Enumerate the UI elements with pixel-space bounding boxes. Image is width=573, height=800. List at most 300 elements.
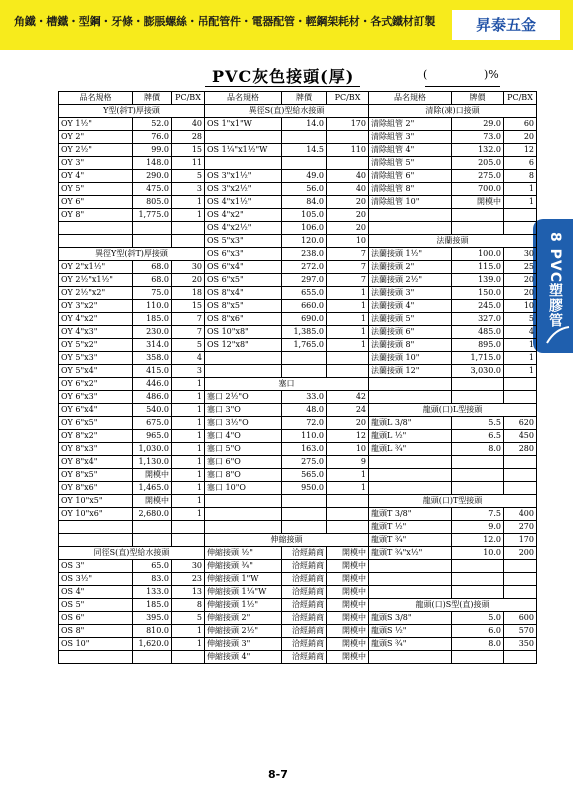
item-pack-qty: 30 bbox=[172, 261, 205, 274]
item-price: 1,385.0 bbox=[282, 326, 327, 339]
item-name: 清除組管 6" bbox=[369, 170, 452, 183]
item-name: OS 8"x4" bbox=[205, 287, 282, 300]
table-row bbox=[59, 625, 537, 638]
item-price: 690.0 bbox=[282, 313, 327, 326]
item-name: OS 6"x5" bbox=[205, 274, 282, 287]
item-name: 伸縮接頭 4" bbox=[205, 651, 282, 664]
item-price: 290.0 bbox=[133, 170, 172, 183]
section-header: 塞口 bbox=[205, 378, 369, 391]
item-pack-qty bbox=[504, 391, 537, 404]
table-body bbox=[59, 105, 537, 664]
item-price bbox=[282, 521, 327, 534]
item-price: 9.0 bbox=[452, 521, 504, 534]
item-price: 105.0 bbox=[282, 209, 327, 222]
item-pack-qty: 1 bbox=[172, 404, 205, 417]
item-name: 塞口 3"O bbox=[205, 404, 282, 417]
item-pack-qty bbox=[504, 456, 537, 469]
item-name: OY 5"x3" bbox=[59, 352, 133, 365]
item-name: 清除組管 8" bbox=[369, 183, 452, 196]
item-price bbox=[452, 573, 504, 586]
item-name: OS 1¼"x1½"W bbox=[205, 144, 282, 157]
item-name: 清除組管 3" bbox=[369, 131, 452, 144]
item-pack-qty: 20 bbox=[327, 209, 369, 222]
item-pack-qty: 開模中 bbox=[327, 547, 369, 560]
item-price: 73.0 bbox=[452, 131, 504, 144]
item-price: 49.0 bbox=[282, 170, 327, 183]
item-name: OS 4"x2" bbox=[205, 209, 282, 222]
table-row bbox=[59, 196, 537, 209]
item-name: OY 5" bbox=[59, 183, 133, 196]
category-list: 角鐵・槽鐵・型鋼・牙條・膨脹螺絲・吊配管件・電器配管・輕鋼架耗材・各式鐵材訂製 bbox=[14, 15, 436, 28]
item-name: 法蘭接頭 2" bbox=[369, 261, 452, 274]
item-name: 清除組管 5" bbox=[369, 157, 452, 170]
column-header: 牌價 bbox=[133, 92, 172, 105]
item-price: 1,775.0 bbox=[133, 209, 172, 222]
item-pack-qty: 開模中 bbox=[327, 612, 369, 625]
item-price: 120.0 bbox=[282, 235, 327, 248]
item-name: 塞口 10"O bbox=[205, 482, 282, 495]
table-row bbox=[59, 248, 537, 261]
table-row bbox=[59, 209, 537, 222]
column-header: 牌價 bbox=[452, 92, 504, 105]
item-pack-qty: 1 bbox=[172, 638, 205, 651]
item-price: 72.0 bbox=[282, 417, 327, 430]
item-price: 14.0 bbox=[282, 118, 327, 131]
table-row bbox=[59, 495, 537, 508]
item-pack-qty: 400 bbox=[504, 508, 537, 521]
item-name: OS 6"x3" bbox=[205, 248, 282, 261]
item-price: 133.0 bbox=[133, 586, 172, 599]
item-pack-qty: 1 bbox=[172, 495, 205, 508]
item-pack-qty: 1 bbox=[172, 378, 205, 391]
table-row bbox=[59, 352, 537, 365]
item-pack-qty: 1 bbox=[327, 313, 369, 326]
section-header: 法蘭接頭 bbox=[369, 235, 537, 248]
item-price: 185.0 bbox=[133, 599, 172, 612]
table-row bbox=[59, 144, 537, 157]
item-price: 48.0 bbox=[282, 404, 327, 417]
item-pack-qty: 1 bbox=[172, 482, 205, 495]
item-pack-qty: 開模中 bbox=[327, 651, 369, 664]
item-pack-qty: 1 bbox=[327, 482, 369, 495]
column-header: 品名規格 bbox=[369, 92, 452, 105]
item-price: 洽經銷商 bbox=[282, 547, 327, 560]
item-price: 110.0 bbox=[133, 300, 172, 313]
item-price: 56.0 bbox=[282, 183, 327, 196]
item-name: OY 5"x4" bbox=[59, 365, 133, 378]
item-price: 245.0 bbox=[452, 300, 504, 313]
item-pack-qty: 11 bbox=[172, 157, 205, 170]
table-header-row bbox=[59, 92, 537, 105]
item-price: 230.0 bbox=[133, 326, 172, 339]
item-name: 伸縮接頭 1¼"W bbox=[205, 586, 282, 599]
item-price: 29.0 bbox=[452, 118, 504, 131]
item-name bbox=[59, 534, 133, 547]
item-price: 洽經銷商 bbox=[282, 651, 327, 664]
item-pack-qty bbox=[327, 131, 369, 144]
item-price bbox=[452, 469, 504, 482]
item-pack-qty bbox=[504, 378, 537, 391]
item-name: OY 4"x2" bbox=[59, 313, 133, 326]
item-price: 139.0 bbox=[452, 274, 504, 287]
item-price: 52.0 bbox=[133, 118, 172, 131]
item-name bbox=[205, 131, 282, 144]
item-name: OY 8"x6" bbox=[59, 482, 133, 495]
item-pack-qty: 12 bbox=[504, 144, 537, 157]
item-price: 275.0 bbox=[282, 456, 327, 469]
item-price: 1,715.0 bbox=[452, 352, 504, 365]
item-name: OS 4" bbox=[59, 586, 133, 599]
table-row bbox=[59, 300, 537, 313]
item-price: 148.0 bbox=[133, 157, 172, 170]
item-pack-qty: 200 bbox=[504, 547, 537, 560]
item-name: OS 8" bbox=[59, 625, 133, 638]
item-pack-qty bbox=[504, 560, 537, 573]
table-row bbox=[59, 586, 537, 599]
item-price: 358.0 bbox=[133, 352, 172, 365]
table-row bbox=[59, 222, 537, 235]
item-name bbox=[369, 469, 452, 482]
item-pack-qty: 5 bbox=[504, 313, 537, 326]
item-price: 5.0 bbox=[452, 612, 504, 625]
table-row bbox=[59, 638, 537, 651]
item-name: 塞口 8"O bbox=[205, 469, 282, 482]
item-pack-qty: 1 bbox=[327, 287, 369, 300]
table-row bbox=[59, 274, 537, 287]
item-name: OS 6"x4" bbox=[205, 261, 282, 274]
item-name: 龍頭T ½" bbox=[369, 521, 452, 534]
item-pack-qty: 40 bbox=[172, 118, 205, 131]
item-name: 伸縮接頭 2½" bbox=[205, 625, 282, 638]
item-price bbox=[133, 235, 172, 248]
section-header: 清除(凍)口接頭 bbox=[369, 105, 537, 118]
item-pack-qty: 20 bbox=[327, 196, 369, 209]
item-price: 6.5 bbox=[452, 430, 504, 443]
item-name: 塞口 6"O bbox=[205, 456, 282, 469]
item-name bbox=[205, 365, 282, 378]
item-pack-qty: 20 bbox=[504, 131, 537, 144]
item-name: OS 4"x1½" bbox=[205, 196, 282, 209]
item-name: 龍頭S ¾" bbox=[369, 638, 452, 651]
item-name: OS 5" bbox=[59, 599, 133, 612]
item-name bbox=[369, 378, 452, 391]
item-name bbox=[369, 391, 452, 404]
item-price: 675.0 bbox=[133, 417, 172, 430]
table-row bbox=[59, 118, 537, 131]
item-name bbox=[205, 521, 282, 534]
item-pack-qty bbox=[327, 521, 369, 534]
item-name: OY 10"x6" bbox=[59, 508, 133, 521]
item-name bbox=[59, 235, 133, 248]
item-pack-qty: 6 bbox=[504, 157, 537, 170]
item-name: 清除組管 2" bbox=[369, 118, 452, 131]
item-pack-qty: 18 bbox=[172, 287, 205, 300]
column-header: 牌價 bbox=[282, 92, 327, 105]
item-name: OS 8"x6" bbox=[205, 313, 282, 326]
item-price: 486.0 bbox=[133, 391, 172, 404]
item-name: OS 3"x2½" bbox=[205, 183, 282, 196]
item-name: OY 3"x2" bbox=[59, 300, 133, 313]
item-pack-qty: 20 bbox=[327, 417, 369, 430]
item-price: 12.0 bbox=[452, 534, 504, 547]
item-name: 法蘭接頭 10" bbox=[369, 352, 452, 365]
item-pack-qty: 開模中 bbox=[327, 599, 369, 612]
table-row bbox=[59, 417, 537, 430]
item-pack-qty: 1 bbox=[327, 469, 369, 482]
table-row bbox=[59, 482, 537, 495]
table-row bbox=[59, 508, 537, 521]
section-header: 龍頭(口)T型接頭 bbox=[369, 495, 537, 508]
item-name bbox=[59, 222, 133, 235]
item-name: 伸縮接頭 2" bbox=[205, 612, 282, 625]
item-price bbox=[282, 365, 327, 378]
item-price: 185.0 bbox=[133, 313, 172, 326]
item-price: 540.0 bbox=[133, 404, 172, 417]
item-pack-qty bbox=[504, 209, 537, 222]
item-price bbox=[452, 378, 504, 391]
item-name bbox=[369, 573, 452, 586]
item-pack-qty: 7 bbox=[172, 313, 205, 326]
item-pack-qty: 1 bbox=[504, 196, 537, 209]
item-name: OS 10" bbox=[59, 638, 133, 651]
item-pack-qty bbox=[504, 469, 537, 482]
item-name: OY 2"x1½" bbox=[59, 261, 133, 274]
item-pack-qty: 42 bbox=[327, 391, 369, 404]
item-price: 950.0 bbox=[282, 482, 327, 495]
item-price: 99.0 bbox=[133, 144, 172, 157]
item-name bbox=[369, 482, 452, 495]
item-price: 2,680.0 bbox=[133, 508, 172, 521]
item-price: 開模中 bbox=[452, 196, 504, 209]
item-pack-qty: 開模中 bbox=[327, 560, 369, 573]
section-header: 異徑S(直)型給水接頭 bbox=[205, 105, 369, 118]
item-pack-qty: 280 bbox=[504, 443, 537, 456]
item-name: 法蘭接頭 8" bbox=[369, 339, 452, 352]
item-pack-qty: 1 bbox=[172, 417, 205, 430]
item-price: 446.0 bbox=[133, 378, 172, 391]
item-name: 伸縮接頭 3" bbox=[205, 638, 282, 651]
item-price: 1,620.0 bbox=[133, 638, 172, 651]
table-row bbox=[59, 599, 537, 612]
item-price: 275.0 bbox=[452, 170, 504, 183]
item-pack-qty: 620 bbox=[504, 417, 537, 430]
item-price bbox=[452, 391, 504, 404]
item-name: OY 5"x2" bbox=[59, 339, 133, 352]
item-name bbox=[205, 508, 282, 521]
item-price: 83.0 bbox=[133, 573, 172, 586]
item-name bbox=[369, 560, 452, 573]
item-price bbox=[133, 521, 172, 534]
table-row bbox=[59, 365, 537, 378]
item-pack-qty bbox=[172, 235, 205, 248]
table-row bbox=[59, 443, 537, 456]
item-name: OY 4" bbox=[59, 170, 133, 183]
item-pack-qty: 20 bbox=[504, 274, 537, 287]
section-header: 龍頭(口)L型接頭 bbox=[369, 404, 537, 417]
item-pack-qty: 1 bbox=[504, 339, 537, 352]
item-pack-qty: 13 bbox=[172, 586, 205, 599]
table-row bbox=[59, 170, 537, 183]
item-price: 485.0 bbox=[452, 326, 504, 339]
item-name: 龍頭L ½" bbox=[369, 430, 452, 443]
item-pack-qty bbox=[172, 534, 205, 547]
item-pack-qty: 20 bbox=[504, 287, 537, 300]
item-pack-qty: 10 bbox=[504, 300, 537, 313]
item-pack-qty bbox=[504, 222, 537, 235]
item-price: 238.0 bbox=[282, 248, 327, 261]
item-name: OS 3" bbox=[59, 560, 133, 573]
item-name: 龍頭S 3/8" bbox=[369, 612, 452, 625]
item-price: 33.0 bbox=[282, 391, 327, 404]
item-pack-qty: 20 bbox=[327, 222, 369, 235]
item-name bbox=[205, 352, 282, 365]
table-row bbox=[59, 430, 537, 443]
item-pack-qty: 23 bbox=[172, 573, 205, 586]
item-name: 塞口 2½"O bbox=[205, 391, 282, 404]
item-price: 75.0 bbox=[133, 287, 172, 300]
item-name: OS 10"x8" bbox=[205, 326, 282, 339]
item-pack-qty bbox=[504, 573, 537, 586]
item-name: 法蘭接頭 2½" bbox=[369, 274, 452, 287]
item-price: 655.0 bbox=[282, 287, 327, 300]
column-header: PC/BX bbox=[327, 92, 369, 105]
item-name: 伸縮接頭 ½" bbox=[205, 547, 282, 560]
item-price: 8.0 bbox=[452, 638, 504, 651]
item-pack-qty: 40 bbox=[327, 183, 369, 196]
item-pack-qty: 1 bbox=[172, 443, 205, 456]
item-pack-qty: 1 bbox=[504, 352, 537, 365]
item-pack-qty: 15 bbox=[172, 144, 205, 157]
item-pack-qty: 1 bbox=[504, 365, 537, 378]
item-pack-qty: 1 bbox=[172, 456, 205, 469]
item-price: 1,030.0 bbox=[133, 443, 172, 456]
table-row bbox=[59, 469, 537, 482]
table-row bbox=[59, 261, 537, 274]
item-name: OY 6"x2" bbox=[59, 378, 133, 391]
column-header: 品名規格 bbox=[59, 92, 133, 105]
item-price: 314.0 bbox=[133, 339, 172, 352]
section-tab-label: 8 PVC塑膠管 bbox=[547, 232, 563, 328]
item-pack-qty: 1 bbox=[172, 196, 205, 209]
item-pack-qty: 28 bbox=[172, 131, 205, 144]
item-pack-qty: 24 bbox=[327, 404, 369, 417]
item-price: 297.0 bbox=[282, 274, 327, 287]
item-pack-qty: 1 bbox=[327, 339, 369, 352]
table-row bbox=[59, 391, 537, 404]
item-name: 清除組管 10" bbox=[369, 196, 452, 209]
item-pack-qty bbox=[172, 222, 205, 235]
item-price: 132.0 bbox=[452, 144, 504, 157]
item-pack-qty: 8 bbox=[504, 170, 537, 183]
item-name: 法蘭接頭 4" bbox=[369, 300, 452, 313]
column-header: PC/BX bbox=[504, 92, 537, 105]
item-name: OY 8"x4" bbox=[59, 456, 133, 469]
item-name: 法蘭接頭 6" bbox=[369, 326, 452, 339]
item-name: 伸縮接頭 ¾" bbox=[205, 560, 282, 573]
item-pack-qty: 40 bbox=[327, 170, 369, 183]
item-pack-qty bbox=[327, 365, 369, 378]
item-price bbox=[282, 508, 327, 521]
item-pack-qty: 1 bbox=[327, 326, 369, 339]
item-name: 龍頭S ½" bbox=[369, 625, 452, 638]
item-pack-qty bbox=[327, 157, 369, 170]
item-price: 100.0 bbox=[452, 248, 504, 261]
item-pack-qty: 10 bbox=[327, 235, 369, 248]
item-price: 68.0 bbox=[133, 274, 172, 287]
item-name: 塞口 3½"O bbox=[205, 417, 282, 430]
item-price: 開模中 bbox=[133, 495, 172, 508]
item-pack-qty: 1 bbox=[172, 508, 205, 521]
item-price: 1,465.0 bbox=[133, 482, 172, 495]
item-pack-qty bbox=[172, 651, 205, 664]
table-row bbox=[59, 326, 537, 339]
item-name: OS 6" bbox=[59, 612, 133, 625]
item-pack-qty: 110 bbox=[327, 144, 369, 157]
item-name: OY 8"x3" bbox=[59, 443, 133, 456]
item-name: OY 8"x2" bbox=[59, 430, 133, 443]
item-name: OS 1"x1"W bbox=[205, 118, 282, 131]
item-price: 68.0 bbox=[133, 261, 172, 274]
item-price: 洽經銷商 bbox=[282, 560, 327, 573]
table-row bbox=[59, 131, 537, 144]
section-header: 同徑S(直)型給水接頭 bbox=[59, 547, 205, 560]
item-price: 7.5 bbox=[452, 508, 504, 521]
column-header: 品名規格 bbox=[205, 92, 282, 105]
section-header: 伸縮接頭 bbox=[205, 534, 369, 547]
item-name bbox=[205, 157, 282, 170]
item-price: 805.0 bbox=[133, 196, 172, 209]
table-row bbox=[59, 183, 537, 196]
item-pack-qty: 1 bbox=[172, 430, 205, 443]
item-price: 洽經銷商 bbox=[282, 625, 327, 638]
tab-swoosh-icon bbox=[545, 325, 571, 345]
item-name: OS 3"x1½" bbox=[205, 170, 282, 183]
item-name: 法蘭接頭 3" bbox=[369, 287, 452, 300]
item-price bbox=[452, 586, 504, 599]
item-name: 伸縮接頭 1½" bbox=[205, 599, 282, 612]
item-price: 1,130.0 bbox=[133, 456, 172, 469]
percent-close: )% bbox=[484, 68, 499, 81]
item-name: OY 4"x3" bbox=[59, 326, 133, 339]
item-price: 115.0 bbox=[452, 261, 504, 274]
item-pack-qty bbox=[327, 495, 369, 508]
item-name: OY 6"x4" bbox=[59, 404, 133, 417]
item-pack-qty: 8 bbox=[172, 599, 205, 612]
item-pack-qty: 15 bbox=[172, 300, 205, 313]
section-header: 異徑Y型(斜T)厚接頭 bbox=[59, 248, 205, 261]
table-row bbox=[59, 547, 537, 560]
item-price bbox=[452, 560, 504, 573]
item-pack-qty: 1 bbox=[172, 391, 205, 404]
table-row bbox=[59, 612, 537, 625]
item-pack-qty: 7 bbox=[327, 248, 369, 261]
item-price bbox=[282, 352, 327, 365]
item-price: 76.0 bbox=[133, 131, 172, 144]
item-pack-qty: 450 bbox=[504, 430, 537, 443]
section-header: Y型(斜T)厚接頭 bbox=[59, 105, 205, 118]
table-row bbox=[59, 521, 537, 534]
item-name: OY 8"x5" bbox=[59, 469, 133, 482]
item-name bbox=[369, 222, 452, 235]
item-pack-qty: 12 bbox=[327, 430, 369, 443]
item-price bbox=[452, 209, 504, 222]
item-name: OY 3" bbox=[59, 157, 133, 170]
table-row bbox=[59, 105, 537, 118]
item-price bbox=[452, 456, 504, 469]
table-row bbox=[59, 560, 537, 573]
item-price: 965.0 bbox=[133, 430, 172, 443]
title-underline bbox=[205, 86, 360, 87]
